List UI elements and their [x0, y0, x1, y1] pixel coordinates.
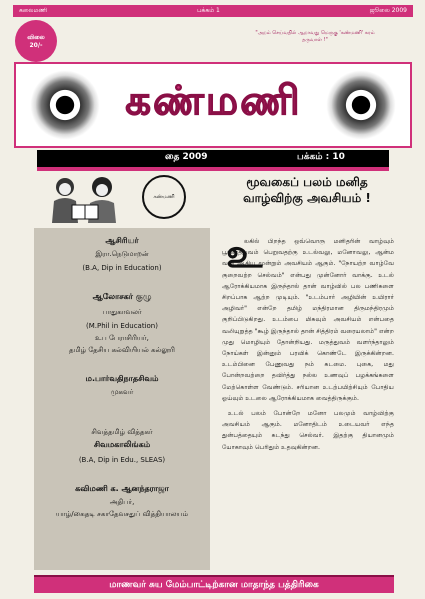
footer-banner	[34, 575, 394, 593]
editorial-line: இரா.நெடுமாறன்	[95, 250, 149, 258]
price-value: 20/-	[29, 41, 43, 49]
headline: மூவகைப் பலம் மனித வாழ்விற்கு அவசியம் !	[243, 175, 371, 205]
price-label: விலை	[27, 33, 45, 41]
drop-cap: உ	[226, 231, 263, 277]
editorial-line: (B.A, Dip in Education)	[82, 264, 162, 272]
right-eye-icon	[326, 70, 396, 140]
left-eye-icon	[30, 70, 100, 140]
slogan: "அறம் செய்வதில் ஆறாவது மெருகு 'கண்மணி' கரம் தருவாள் !"	[255, 30, 375, 43]
editorial-line: சிவமகாலிங்கம்	[93, 440, 151, 449]
logo: கண்மணி	[125, 78, 302, 124]
editorial-line: முகவர்	[110, 388, 134, 396]
editorial-board	[34, 228, 210, 570]
editorial-line: கவிமணி க. ஆனந்தராஜா	[75, 484, 169, 493]
page-number: பக்கம் : 10	[297, 152, 345, 162]
header-left: கலைமணி	[19, 7, 48, 14]
masthead	[14, 62, 412, 148]
editorial-line: யாழ்/கைதடி சகாதேவசதுப் வித்தியாலயம்	[55, 510, 189, 518]
footer-text: மாணவர் சுய மேம்பாட்டிற்கான மாதாந்த பத்திரிகை	[109, 579, 319, 590]
header-page: பக்கம் 1	[197, 7, 220, 14]
article-paragraph: லகில் பிறந்த ஒவ்வொரு மனிதரின் வாழ்வும் பூரணத்துவம் பெறுவதற்கு உடல்வலு, மனோவலு, ஆன்ம வலு ஆகிய மூன்றும் அவசியம் ஆகும். "நோயற்ற வாழ்வே குறைவற்ற செல்வம்" என்பது முன்னோர் வாக்கு. உடல் ஆரோக்கியமாக இருந்தால் தான் வாழ்வில் பல பணிகளை சிறப்பாக ஆற்ற முடியும். "உடம்பார் அழியின் உயிரார் அழிவர்" என்றே தமிழ் மந்திரமான திருமந்திரமும் குறிப்பிடுகிறது. உடம்பை மிகவும் அவசியம் என்பதை வலியுறுத்த "கூழ் இருந்தால் தான் சித்திரம் வரையலாம்" என்ற முது மொழியும் தோன்றியது. மருத்துவம் வளர்ந்தாலும் நோய்கள் இன்னும் பரவிக் கொண்டே இருக்கின்றன. உடம்பினை பேணுவது நம் கடமை. புகை, மது போன்றவற்றை தவிர்த்து நல்ல உணவுப் பழக்கங்களை மேற்கொள்ள வேண்டும். சரியான உடற்பயிற்சியும் போதிய ஓய்வும் உடலை ஆரோக்கியமாக வைத்திருக்கும்.	[222, 238, 394, 402]
editorial-line: பாதுகாவலர்	[102, 308, 142, 316]
editorial-line: (B.A, Dip in Edu., SLEAS)	[78, 456, 166, 464]
header-date: ஜூலை 2009	[369, 7, 407, 14]
editorial-line: தமிழ் தேசிய கல்வியியல் கல்லூரி	[69, 346, 175, 354]
top-info-bar	[13, 5, 413, 17]
children-reading-illustration	[40, 175, 128, 225]
issue-date: தை 2009	[165, 152, 208, 162]
divider	[37, 167, 389, 171]
seal-text: கண்மணி	[153, 194, 175, 200]
price-badge	[15, 20, 57, 62]
editorial-line: (M.Phil in Education)	[86, 322, 158, 330]
article-paragraph: உடல் பலம் போன்றே மனோ பலமும் வாழ்விற்கு அவசியம் ஆகும். மனோதிடம் உடையவர் எந்த துன்பத்தையும் கடந்து செல்வர். இதற்கு தியானமும் யோகாவும் பெரிதும் உதவுகின்றன.	[222, 410, 394, 451]
editorial-line: அதிபர்,	[109, 498, 135, 506]
editorial-line: ஆசிரியர்	[105, 236, 139, 245]
magazine-seal	[142, 175, 186, 219]
editorial-line: ஆலோசகர் குழு	[92, 292, 152, 301]
editorial-line: உப பேராசிரியர்,	[95, 334, 149, 342]
editorial-line: சிவத்தமிழ் வித்தகர்	[91, 428, 153, 436]
editorial-line: ம.பார்வதிநாதசிவம்	[85, 374, 159, 383]
date-bar	[37, 150, 389, 167]
